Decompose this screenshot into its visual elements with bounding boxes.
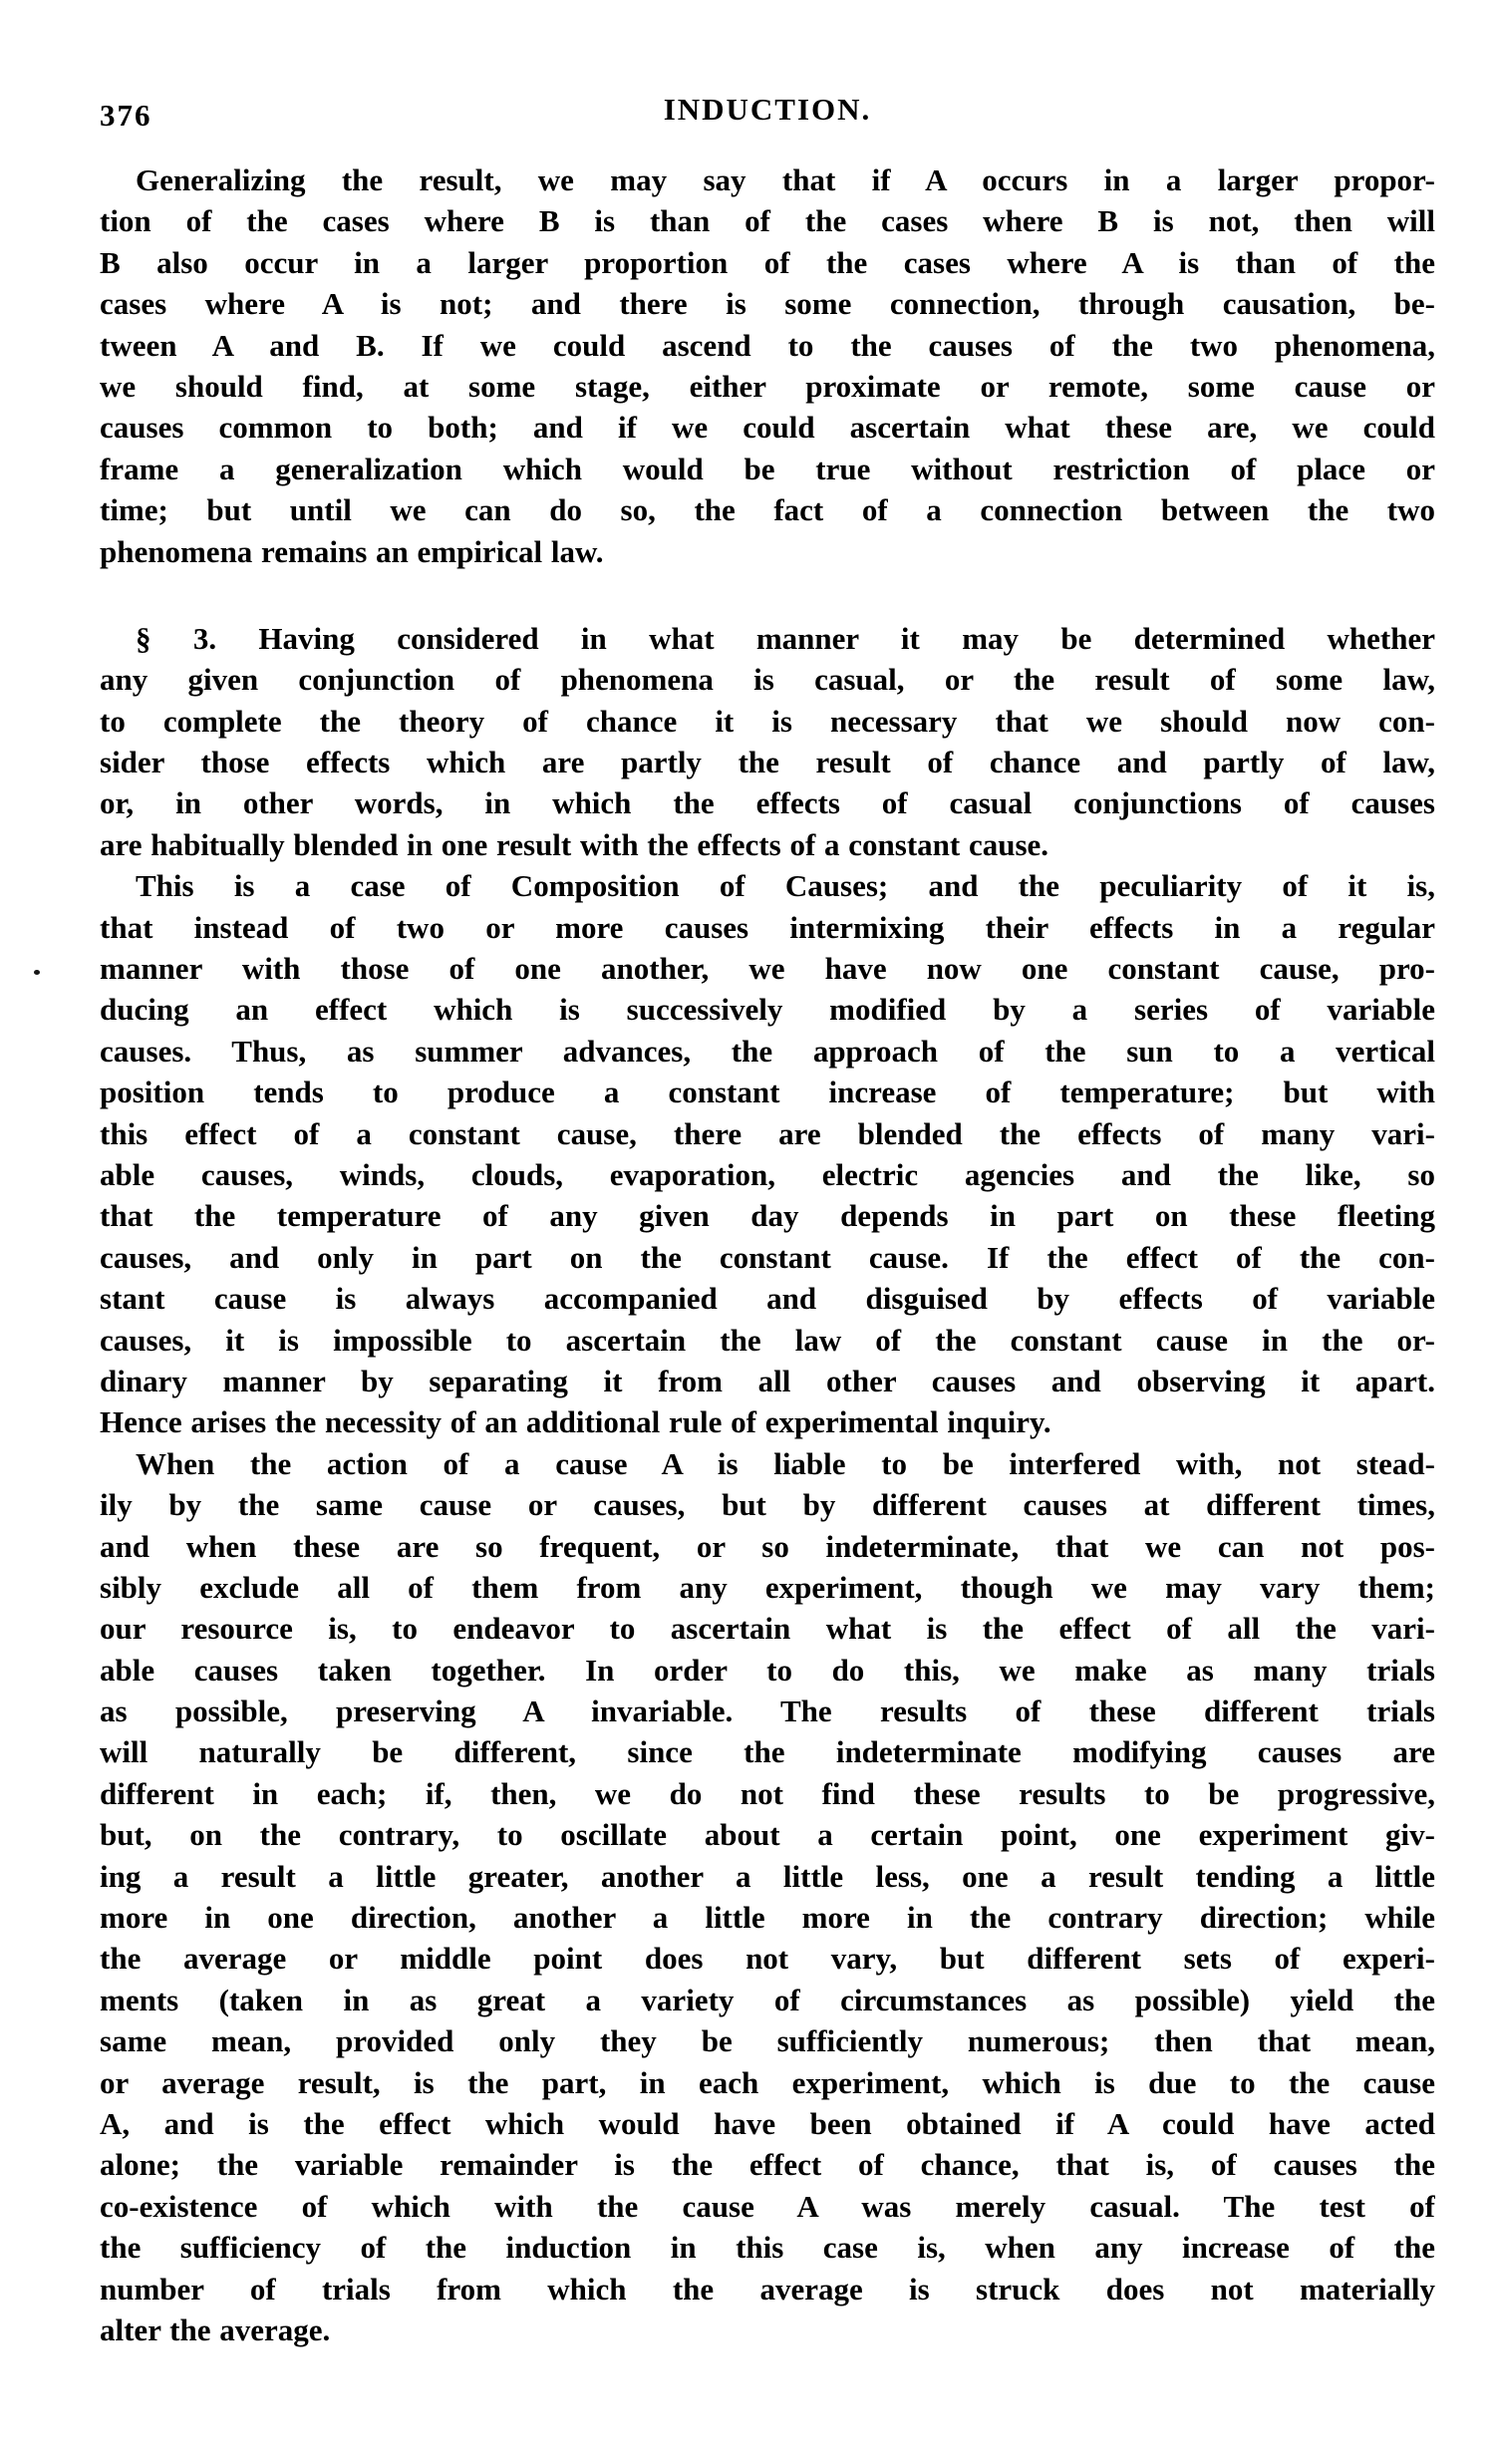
text-line: A, and is the effect which would have been obtained if A could have acted <box>100 2105 1435 2141</box>
text-line: different in each; if, then, we do not find these results to be progressive, <box>100 1775 1435 1811</box>
text-line: When the action of a cause A is liable to be interfered with, not stead- <box>136 1445 1435 1481</box>
text-line: causes common to both; and if we could ascertain what these are, we could <box>100 410 1435 446</box>
text-line: more in one direction, another a little more in the contrary direction; while <box>100 1900 1435 1936</box>
text-line: causes, and only in part on the constant cause. If the effect of the con- <box>100 1239 1435 1275</box>
text-line: are habitually blended in one result with the effects of a constant cause. <box>100 826 1049 862</box>
text-line: the sufficiency of the induction in this case is, when any increase of the <box>100 2230 1435 2266</box>
text-line: alter the average. <box>100 2311 331 2347</box>
text-line: able causes, winds, clouds, evaporation, electric agencies and the like, so <box>100 1156 1435 1192</box>
text-line: time; but until we can do so, the fact of a connection between the two <box>100 492 1435 528</box>
running-head: INDUCTION. <box>663 92 872 127</box>
text-line: Hence arises the necessity of an additional rule of experimental inquiry. <box>100 1404 1051 1440</box>
text-line: any given conjunction of phenomena is casual, or the result of some law, <box>100 662 1435 698</box>
text-line: will naturally be different, since the indeterminate modifying causes are <box>100 1734 1435 1770</box>
page-number: 376 <box>100 98 152 133</box>
paragraph <box>100 618 1435 865</box>
page-header <box>100 92 1435 134</box>
text-line: able causes taken together. In order to do this, we make as many trials <box>100 1652 1435 1688</box>
paragraph <box>100 865 1435 1442</box>
text-line: cases where A is not; and there is some connection, through causation, be- <box>100 286 1435 322</box>
text-line: causes. Thus, as summer advances, the approach of the sun to a vertical <box>100 1033 1435 1069</box>
paragraph <box>100 159 1435 572</box>
text-line: sider those effects which are partly the result of chance and partly of law, <box>100 745 1435 780</box>
text-line: but, on the contrary, to oscillate about a certain point, one experiment giv- <box>100 1817 1435 1853</box>
text-line: § 3. Having considered in what manner it may be determined whether <box>136 620 1435 656</box>
text-line: dinary manner by separating it from all other causes and observing it apart. <box>100 1363 1435 1398</box>
text-line: that instead of two or more causes intermixing their effects in a regular <box>100 909 1435 945</box>
text-line: frame a generalization which would be true without restriction of place or <box>100 451 1435 486</box>
text-line: ing a result a little greater, another a little less, one a result tending a little <box>100 1858 1435 1894</box>
text-line: ducing an effect which is successively modified by a series of variable <box>100 992 1435 1028</box>
text-line: tween A and B. If we could ascend to the causes of the two phenomena, <box>100 327 1435 363</box>
text-line: causes, it is impossible to ascertain the law of the constant cause in the or- <box>100 1322 1435 1358</box>
text-line: stant cause is always accompanied and disguised by effects of variable <box>100 1281 1435 1317</box>
text-line: ily by the same cause or causes, but by different causes at different times, <box>100 1487 1435 1523</box>
text-line: tion of the cases where B is than of the cases where B is not, then will <box>100 203 1435 239</box>
ink-speck <box>34 970 40 975</box>
text-line: Generalizing the result, we may say that if A occurs in a larger propor- <box>136 162 1435 197</box>
text-line: the average or middle point does not vary, but different sets of experi- <box>100 1941 1435 1977</box>
text-line: position tends to produce a constant increase of temperature; but with <box>100 1075 1435 1110</box>
text-line: that the temperature of any given day depends in part on these fleeting <box>100 1198 1435 1234</box>
text-line: sibly exclude all of them from any experiment, though we may vary them; <box>100 1569 1435 1605</box>
text-line: alone; the variable remainder is the effect of chance, that is, of causes the <box>100 2147 1435 2183</box>
text-line: co-existence of which with the cause A was merely casual. The test of <box>100 2188 1435 2224</box>
text-line: manner with those of one another, we have now one constant cause, pro- <box>100 951 1435 987</box>
text-line: or average result, is the part, in each experiment, which is due to the cause <box>100 2064 1435 2100</box>
text-line: as possible, preserving A invariable. The results of these different trials <box>100 1694 1435 1729</box>
text-line: This is a case of Composition of Causes; and the peculiarity of it is, <box>136 868 1435 904</box>
text-block <box>100 159 1435 2350</box>
text-line: we should find, at some stage, either proximate or remote, some cause or <box>100 368 1435 404</box>
text-line: and when these are so frequent, or so indeterminate, that we can not pos- <box>100 1528 1435 1564</box>
text-line: B also occur in a larger proportion of the cases where A is than of the <box>100 244 1435 280</box>
text-line: number of trials from which the average is struck does not materially <box>100 2271 1435 2307</box>
text-line: same mean, provided only they be sufficiently numerous; then that mean, <box>100 2023 1435 2059</box>
text-line: to complete the theory of chance it is necessary that we should now con- <box>100 703 1435 739</box>
text-line: our resource is, to endeavor to ascertain what is the effect of all the vari- <box>100 1611 1435 1647</box>
text-line: this effect of a constant cause, there are blended the effects of many vari- <box>100 1115 1435 1151</box>
text-line: phenomena remains an empirical law. <box>100 533 604 569</box>
text-line: or, in other words, in which the effects of casual conjunctions of causes <box>100 785 1435 821</box>
text-line: ments (taken in as great a variety of circumstances as possible) yield the <box>100 1982 1435 2017</box>
paragraph <box>100 1443 1435 2351</box>
